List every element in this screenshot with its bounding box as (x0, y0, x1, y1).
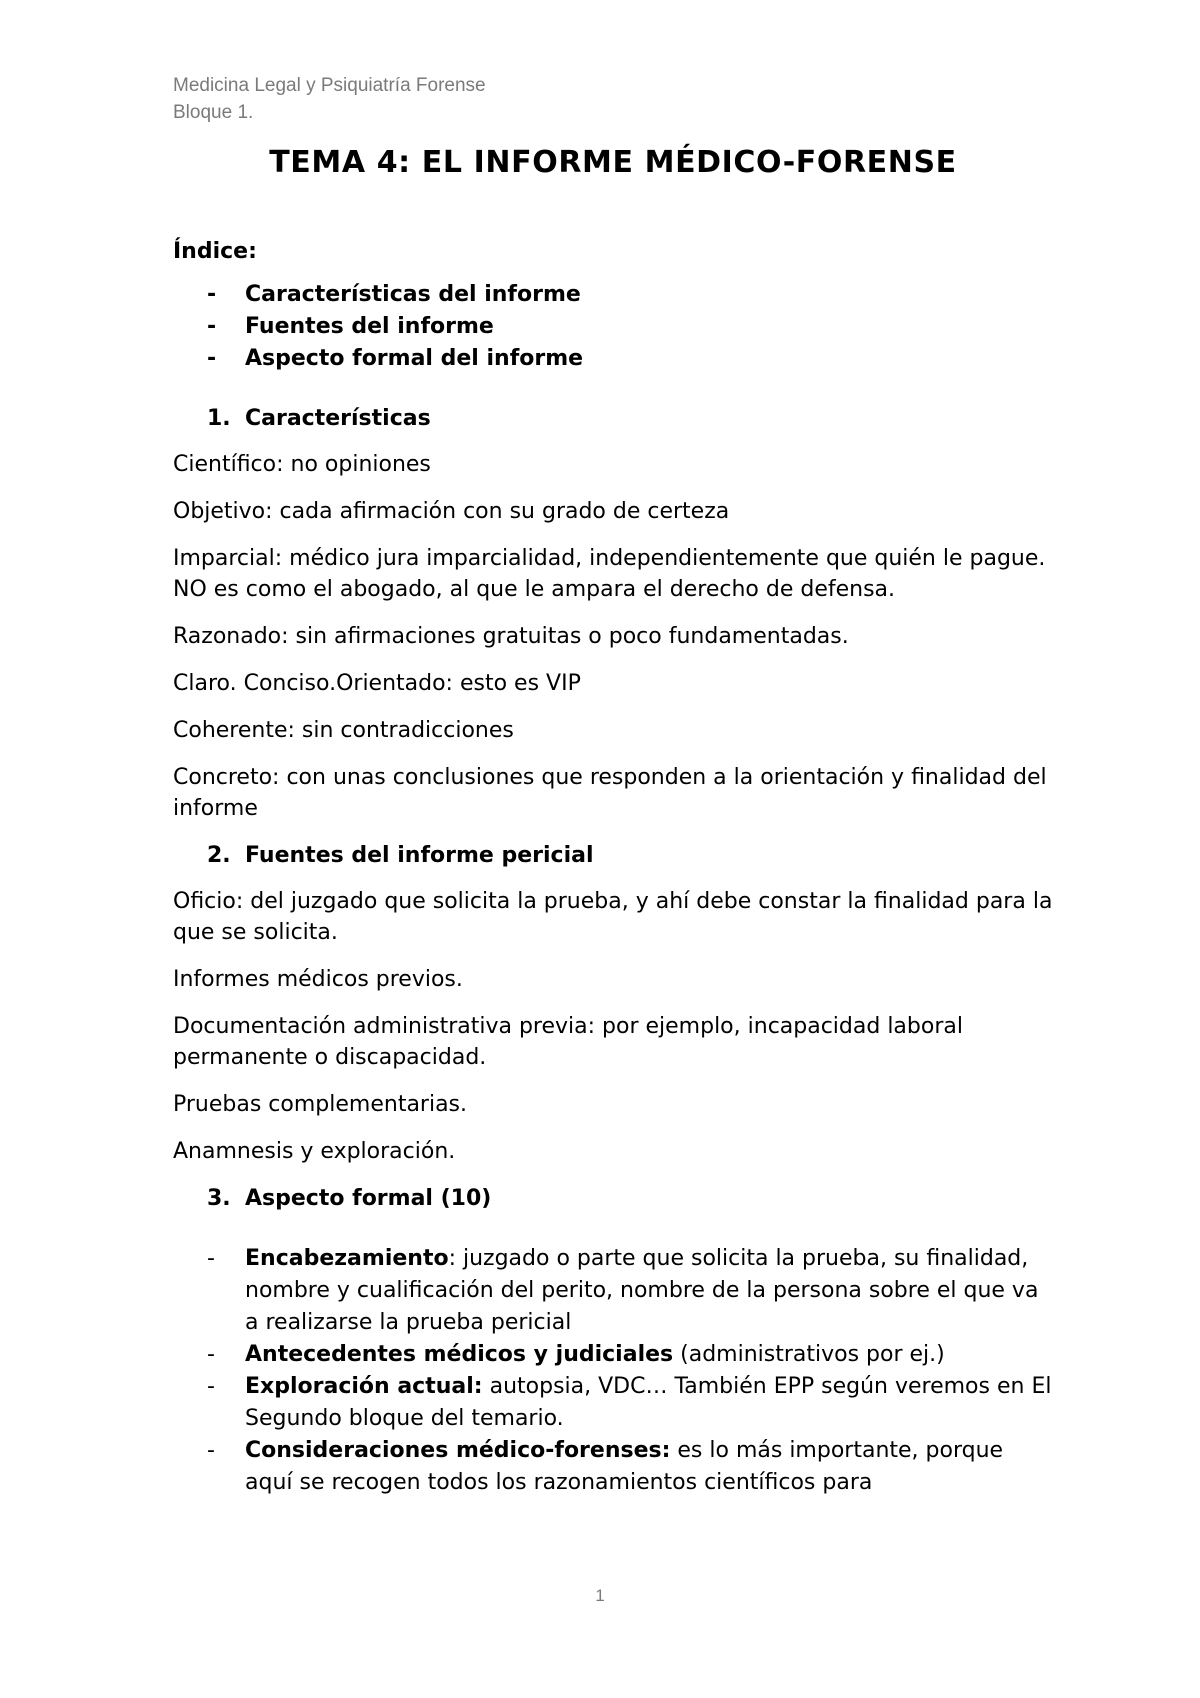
section-title: Características (245, 406, 431, 431)
running-header (173, 72, 1053, 126)
paragraph: Coherente: sin contradicciones (173, 718, 514, 743)
item-description: es lo más importante, porque aquí se recogen todos los razonamientos científicos para (245, 1438, 1004, 1495)
bullet-dash: - (207, 1374, 215, 1399)
bullet-dash: - (207, 314, 217, 339)
item-term: Exploración actual: (245, 1374, 483, 1399)
section-number: 1. (207, 406, 231, 431)
paragraph: Concreto: con unas conclusiones que responden a la orientación y finalidad del informe (173, 765, 1047, 821)
index-item (173, 279, 1053, 311)
index-list (173, 279, 1053, 375)
index-item-text: Fuentes del informe (245, 314, 494, 339)
document-title: TEMA 4: EL INFORME MÉDICO-FORENSE (269, 145, 957, 180)
item-description: (administrativos por ej.) (673, 1342, 945, 1367)
paragraph: Documentación administrativa previa: por ejemplo, incapacidad laboral permanente o discapacidad. (173, 1014, 963, 1070)
index-item (173, 311, 1053, 343)
header-block: Bloque 1. (173, 102, 254, 123)
paragraph: Pruebas complementarias. (173, 1092, 468, 1117)
paragraph: Objetivo: cada afirmación con su grado de certeza (173, 499, 730, 524)
item-description: : juzgado o parte que solicita la prueba, su finalidad, nombre y cualificación del perito, nombre de la persona sobre el que va a realizarse la prueba pericial (245, 1246, 1039, 1335)
section-number: 2. (207, 843, 231, 868)
bullet-dash: - (207, 1438, 215, 1463)
item-term: Consideraciones médico-forenses: (245, 1438, 671, 1463)
bullet-dash: - (207, 1246, 215, 1271)
document-page (173, 72, 1053, 1499)
index-item (173, 343, 1053, 375)
section-heading-aspecto-formal (173, 1183, 1053, 1215)
paragraph: Oficio: del juzgado que solicita la prueba, y ahí debe constar la finalidad para la que se solicita. (173, 889, 1053, 945)
item-description: autopsia, VDC… También EPP según veremos en El Segundo bloque del temario. (245, 1374, 1052, 1431)
item-term: Encabezamiento (245, 1246, 449, 1271)
bullet-dash: - (207, 346, 217, 371)
formal-aspect-item (173, 1371, 1053, 1435)
bullet-dash: - (207, 1342, 215, 1367)
paragraph: Claro. Conciso.Orientado: esto es VIP (173, 671, 581, 696)
paragraph: Informes médicos previos. (173, 967, 463, 992)
page-number: 1 (595, 1586, 605, 1605)
section-number: 3. (207, 1186, 231, 1211)
section-title: Aspecto formal (10) (245, 1186, 492, 1211)
header-course-name: Medicina Legal y Psiquiatría Forense (173, 75, 486, 96)
formal-aspect-item (173, 1435, 1053, 1499)
bullet-dash: - (207, 282, 217, 307)
index-item-text: Características del informe (245, 282, 581, 307)
paragraph: Imparcial: médico jura imparcialidad, independientemente que quién le pague. NO es como el abogado, al que le ampara el derecho de defensa. (173, 546, 1046, 602)
paragraph: Anamnesis y exploración. (173, 1139, 456, 1164)
index-item-text: Aspecto formal del informe (245, 346, 584, 371)
paragraph: Razonado: sin afirmaciones gratuitas o poco fundamentadas. (173, 624, 849, 649)
formal-aspect-item (173, 1339, 1053, 1371)
item-term: Antecedentes médicos y judiciales (245, 1342, 674, 1367)
section-heading-fuentes (173, 840, 1053, 872)
section-heading-caracteristicas (173, 403, 1053, 435)
paragraph: Científico: no opiniones (173, 452, 431, 477)
index-label: Índice: (173, 239, 257, 264)
section-title: Fuentes del informe pericial (245, 843, 594, 868)
formal-aspect-item (173, 1243, 1053, 1339)
